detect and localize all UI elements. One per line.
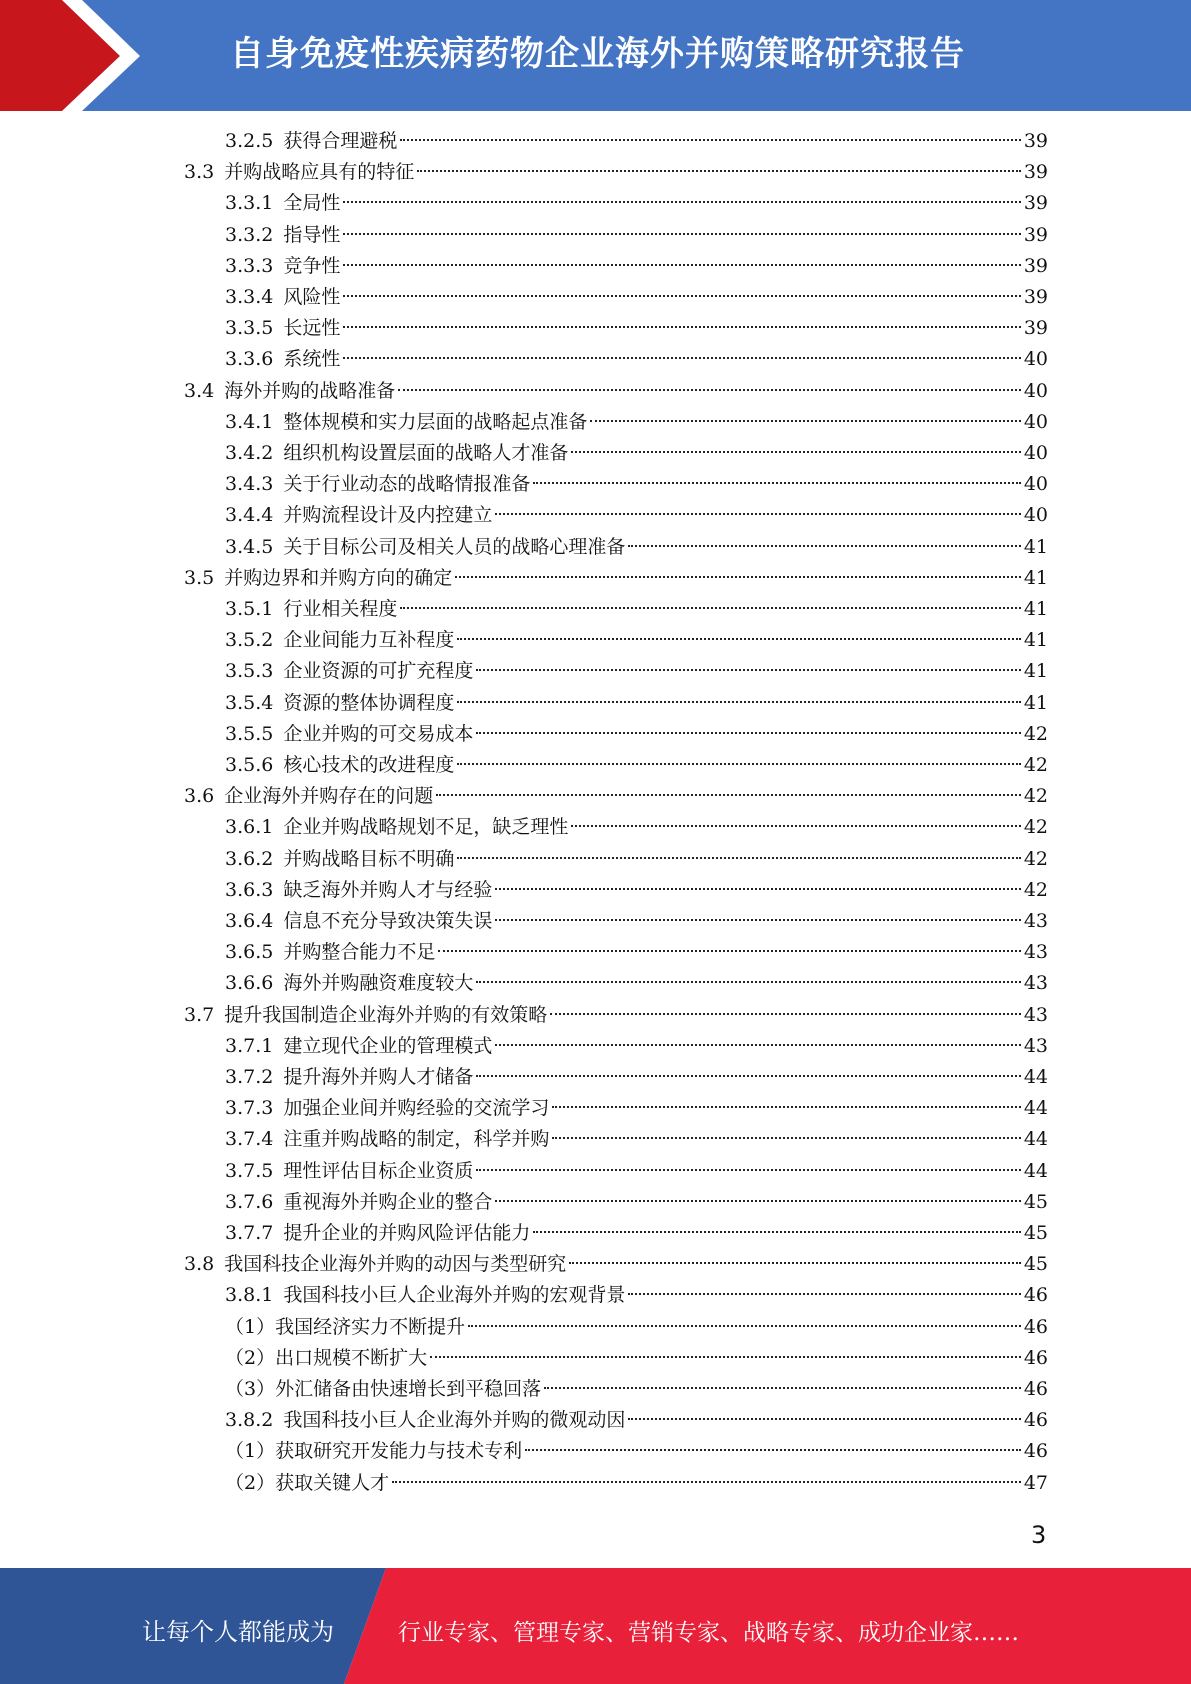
- toc-entry-number: 3.5.6: [225, 754, 274, 776]
- toc-entry[interactable]: [225, 937, 1048, 968]
- toc-entry[interactable]: [225, 1374, 1048, 1405]
- toc-dot-leader: [343, 357, 1020, 359]
- toc-entry-page: 41: [1023, 629, 1048, 652]
- toc-entry-title: 海外并购的战略准备: [224, 379, 396, 402]
- toc-entry-number: 3.5.3: [225, 660, 274, 683]
- toc-dot-leader: [569, 1262, 1021, 1264]
- toc-entry[interactable]: [225, 1031, 1048, 1062]
- toc-entry-page: 42: [1023, 785, 1048, 808]
- toc-dot-leader: [476, 1075, 1020, 1077]
- toc-entry-title: 重视海外并购企业的整合: [283, 1190, 493, 1213]
- toc-dot-leader: [400, 139, 1020, 141]
- toc-entry-title: 关于行业动态的战略情报准备: [283, 473, 531, 496]
- toc-entry-title: 并购边界和并购方向的确定: [224, 566, 453, 589]
- page-footer: [0, 1568, 1191, 1684]
- toc-dot-leader: [571, 451, 1020, 453]
- toc-entry-number: 3.4.2: [225, 442, 274, 464]
- toc-entry-page: 41: [1023, 598, 1048, 620]
- toc-entry-title: （1）我国经济实力不断提升: [225, 1315, 466, 1338]
- toc-dot-leader: [495, 1200, 1020, 1202]
- toc-dot-leader: [495, 919, 1020, 921]
- toc-entry-title: 提升我国制造企业海外并购的有效策略: [224, 1003, 548, 1026]
- toc-dot-leader: [400, 607, 1020, 609]
- toc-entry-number: 3.4: [184, 379, 215, 402]
- toc-dot-leader: [544, 1387, 1021, 1389]
- toc-entry[interactable]: [225, 968, 1048, 999]
- toc-entry-page: 46: [1023, 1378, 1048, 1400]
- toc-entry[interactable]: [225, 688, 1048, 719]
- toc-dot-leader: [495, 1044, 1020, 1046]
- toc-entry-page: 40: [1023, 473, 1048, 496]
- toc-entry-page: 39: [1023, 223, 1048, 246]
- toc-entry-title: 企业间能力互补程度: [283, 629, 455, 652]
- toc-entry[interactable]: [184, 1000, 1048, 1031]
- toc-entry-number: 3.7.1: [225, 1034, 274, 1057]
- toc-entry-number: 3.6.4: [225, 910, 274, 932]
- toc-entry-number: 3.3: [184, 161, 215, 184]
- toc-entry[interactable]: [225, 656, 1048, 687]
- toc-dot-leader: [628, 545, 1020, 547]
- toc-entry-title: 指导性: [283, 223, 341, 246]
- toc-dot-leader: [457, 701, 1020, 703]
- toc-entry-page: 40: [1023, 379, 1048, 402]
- toc-entry[interactable]: [225, 1124, 1048, 1155]
- toc-entry-page: 45: [1023, 1253, 1048, 1276]
- toc-entry-number: 3.3.2: [225, 223, 274, 246]
- toc-entry-title: 提升海外并购人才储备: [283, 1066, 474, 1088]
- toc-entry-title: 提升企业的并购风险评估能力: [283, 1222, 531, 1244]
- toc-entry[interactable]: [184, 563, 1048, 594]
- toc-entry-page: 39: [1023, 254, 1048, 277]
- toc-entry[interactable]: [225, 407, 1048, 438]
- toc-dot-leader: [476, 732, 1020, 734]
- toc-entry-number: 3.6.6: [225, 972, 274, 995]
- page-header: [0, 0, 1191, 111]
- toc-entry-number: 3.5: [184, 566, 215, 589]
- toc-entry-title: （2）获取关键人才: [225, 1471, 390, 1494]
- toc-entry-number: 3.3.4: [225, 286, 274, 308]
- toc-entry-page: 42: [1023, 816, 1048, 839]
- toc-entry-title: 核心技术的改进程度: [283, 754, 455, 776]
- toc-dot-leader: [495, 513, 1020, 515]
- toc-entry-title: 并购流程设计及内控建立: [283, 504, 493, 527]
- toc-dot-leader: [468, 1325, 1021, 1327]
- toc-dot-leader: [571, 825, 1020, 827]
- toc-entry-number: 3.7.6: [225, 1190, 274, 1213]
- toc-entry-page: 41: [1023, 691, 1048, 714]
- toc-dot-leader: [457, 857, 1020, 859]
- toc-entry-title: 并购战略目标不明确: [283, 847, 455, 870]
- toc-dot-leader: [398, 389, 1021, 391]
- toc-entry-title: 资源的整体协调程度: [283, 691, 455, 714]
- toc-entry-number: 3.5.4: [225, 691, 274, 714]
- toc-entry-page: 41: [1023, 535, 1048, 558]
- toc-entry-page: 40: [1023, 442, 1048, 464]
- toc-entry-page: 39: [1023, 130, 1048, 152]
- toc-entry-page: 41: [1023, 660, 1048, 683]
- toc-entry-number: 3.6.3: [225, 878, 274, 901]
- toc-entry-page: 44: [1023, 1128, 1048, 1151]
- toc-dot-leader: [392, 1481, 1021, 1483]
- toc-entry-page: 43: [1023, 941, 1048, 964]
- toc-entry-title: 并购战略应具有的特征: [224, 161, 415, 184]
- toc-dot-leader: [590, 420, 1020, 422]
- toc-entry-page: 46: [1023, 1346, 1048, 1369]
- toc-entry[interactable]: [225, 906, 1048, 937]
- toc-entry-title: 长远性: [283, 317, 341, 340]
- toc-entry-title: 企业资源的可扩充程度: [283, 660, 474, 683]
- toc-entry-title: 整体规模和实力层面的战略起点准备: [283, 410, 588, 433]
- toc-entry-page: 43: [1023, 1034, 1048, 1057]
- toc-entry-title: 系统性: [283, 348, 341, 371]
- toc-entry[interactable]: [225, 1280, 1048, 1311]
- toc-entry-page: 46: [1023, 1409, 1048, 1432]
- toc-entry-title: 竞争性: [283, 254, 341, 277]
- toc-entry-page: 46: [1023, 1440, 1048, 1463]
- toc-dot-leader: [343, 295, 1020, 297]
- toc-entry[interactable]: [225, 1343, 1048, 1374]
- toc-entry[interactable]: [225, 719, 1048, 750]
- toc-entry-page: 43: [1023, 910, 1048, 932]
- toc-entry-title: 我国科技小巨人企业海外并购的微观动因: [283, 1409, 626, 1432]
- toc-entry-page: 43: [1023, 1003, 1048, 1026]
- toc-dot-leader: [436, 794, 1021, 796]
- toc-entry-title: 获得合理避税: [283, 130, 398, 152]
- toc-dot-leader: [438, 950, 1020, 952]
- report-title: 自身免疫性疾病药物企业海外并购策略研究报告: [230, 34, 965, 74]
- toc-entry-number: 3.4.3: [225, 473, 274, 496]
- toc-entry[interactable]: [225, 1187, 1048, 1218]
- toc-entry[interactable]: [225, 1436, 1048, 1467]
- toc-entry-number: 3.7.5: [225, 1159, 274, 1182]
- toc-dot-leader: [417, 170, 1021, 172]
- toc-entry-page: 44: [1023, 1159, 1048, 1182]
- toc-entry-page: 40: [1023, 348, 1048, 371]
- toc-entry-page: 39: [1023, 317, 1048, 340]
- toc-entry-title: 我国科技小巨人企业海外并购的宏观背景: [283, 1284, 626, 1307]
- toc-entry-number: 3.4.4: [225, 504, 274, 527]
- toc-entry-number: 3.6: [184, 785, 215, 808]
- toc-dot-leader: [552, 1137, 1020, 1139]
- toc-entry[interactable]: [225, 844, 1048, 875]
- toc-entry-title: 风险性: [283, 286, 341, 308]
- toc-entry-number: 3.4.5: [225, 535, 274, 558]
- toc-entry-title: 关于目标公司及相关人员的战略心理准备: [283, 535, 626, 558]
- toc-entry[interactable]: [184, 157, 1048, 188]
- toc-dot-leader: [495, 888, 1020, 890]
- toc-entry-number: 3.6.1: [225, 816, 274, 839]
- toc-entry[interactable]: [225, 875, 1048, 906]
- toc-entry[interactable]: [225, 812, 1048, 843]
- toc-dot-leader: [533, 1231, 1020, 1233]
- toc-entry-title: 海外并购融资难度较大: [283, 972, 474, 995]
- toc-entry[interactable]: [225, 220, 1048, 251]
- toc-entry-page: 46: [1023, 1284, 1048, 1307]
- toc-entry-page: 42: [1023, 722, 1048, 745]
- toc-entry-number: 3.3.6: [225, 348, 274, 371]
- toc-entry[interactable]: [225, 438, 1048, 469]
- toc-entry-number: 3.8: [184, 1253, 215, 1276]
- toc-entry-page: 42: [1023, 847, 1048, 870]
- toc-entry-title: （1）获取研究开发能力与技术专利: [225, 1440, 523, 1463]
- toc-entry[interactable]: [225, 500, 1048, 531]
- toc-dot-leader: [628, 1293, 1020, 1295]
- toc-entry[interactable]: [225, 251, 1048, 282]
- toc-entry-page: 41: [1023, 566, 1048, 589]
- toc-entry-number: 3.8.2: [225, 1409, 274, 1432]
- toc-entry-title: 企业并购的可交易成本: [283, 722, 474, 745]
- toc-entry-title: 我国科技企业海外并购的动因与类型研究: [224, 1253, 567, 1276]
- toc-dot-leader: [457, 763, 1020, 765]
- toc-dot-leader: [550, 1013, 1021, 1015]
- toc-entry-page: 39: [1023, 192, 1048, 215]
- toc-entry[interactable]: [225, 344, 1048, 375]
- toc-entry[interactable]: [225, 1062, 1048, 1093]
- toc-dot-leader: [343, 326, 1020, 328]
- toc-entry-title: 组织机构设置层面的战略人才准备: [283, 442, 569, 464]
- toc-entry-number: 3.3.1: [225, 192, 274, 215]
- toc-dot-leader: [457, 638, 1020, 640]
- toc-entry-title: 加强企业间并购经验的交流学习: [283, 1097, 550, 1120]
- toc-entry-page: 39: [1023, 161, 1048, 184]
- toc-entry-page: 40: [1023, 504, 1048, 527]
- toc-entry[interactable]: [184, 376, 1048, 407]
- toc-dot-leader: [476, 1169, 1020, 1171]
- toc-entry-page: 39: [1023, 286, 1048, 308]
- toc-dot-leader: [552, 1106, 1020, 1108]
- toc-entry-title: 全局性: [283, 192, 341, 215]
- toc-entry-number: 3.5.2: [225, 629, 274, 652]
- toc-entry-number: 3.4.1: [225, 410, 274, 433]
- toc-dot-leader: [525, 1449, 1021, 1451]
- toc-entry-number: 3.7.4: [225, 1128, 274, 1151]
- toc-dot-leader: [628, 1418, 1020, 1420]
- toc-entry-page: 42: [1023, 754, 1048, 776]
- toc-entry-number: 3.8.1: [225, 1284, 274, 1307]
- toc-entry[interactable]: [225, 1468, 1048, 1499]
- toc-entry[interactable]: [225, 1093, 1048, 1124]
- toc-entry[interactable]: [225, 625, 1048, 656]
- toc-entry[interactable]: [225, 313, 1048, 344]
- toc-dot-leader: [343, 233, 1020, 235]
- toc-entry-title: 建立现代企业的管理模式: [283, 1034, 493, 1057]
- toc-entry-title: 缺乏海外并购人才与经验: [283, 878, 493, 901]
- toc-dot-leader: [455, 576, 1021, 578]
- toc-entry-page: 44: [1023, 1097, 1048, 1120]
- toc-entry[interactable]: [184, 1249, 1048, 1280]
- toc-dot-leader: [343, 201, 1020, 203]
- toc-entry[interactable]: [184, 781, 1048, 812]
- toc-entry-title: 行业相关程度: [283, 598, 398, 620]
- toc-entry-number: 3.2.5: [225, 130, 274, 152]
- page-number: 3: [1031, 1521, 1047, 1549]
- toc-entry-number: 3.3.5: [225, 317, 274, 340]
- toc-entry-page: 42: [1023, 878, 1048, 901]
- toc-entry-title: （2）出口规模不断扩大: [225, 1346, 428, 1369]
- toc-dot-leader: [343, 264, 1020, 266]
- toc-entry-title: 信息不充分导致决策失误: [283, 910, 493, 932]
- toc-entry-number: 3.7.7: [225, 1222, 274, 1244]
- toc-entry[interactable]: [225, 469, 1048, 500]
- toc-entry-title: 企业海外并购存在的问题: [224, 785, 434, 808]
- toc-entry-number: 3.7: [184, 1003, 215, 1026]
- toc-entry-page: 40: [1023, 410, 1048, 433]
- toc-entry-title: （3）外汇储备由快速增长到平稳回落: [225, 1378, 542, 1400]
- toc-entry-page: 47: [1023, 1471, 1048, 1494]
- toc-entry-title: 并购整合能力不足: [283, 941, 436, 964]
- toc-entry[interactable]: [225, 750, 1048, 781]
- toc-entry-page: 44: [1023, 1066, 1048, 1088]
- toc-dot-leader: [476, 669, 1020, 671]
- toc-entry[interactable]: [225, 594, 1048, 625]
- toc-entry-page: 46: [1023, 1315, 1048, 1338]
- toc-entry-title: 理性评估目标企业资质: [283, 1159, 474, 1182]
- toc-entry[interactable]: [225, 1218, 1048, 1249]
- toc-entry-number: 3.5.5: [225, 722, 274, 745]
- toc-entry[interactable]: [225, 282, 1048, 313]
- toc-entry-number: 3.6.5: [225, 941, 274, 964]
- toc-entry-title: 企业并购战略规划不足，缺乏理性: [283, 816, 569, 839]
- toc-entry-page: 45: [1023, 1222, 1048, 1244]
- toc-dot-leader: [430, 1356, 1021, 1358]
- toc-entry-number: 3.5.1: [225, 598, 274, 620]
- toc-entry[interactable]: [225, 1156, 1048, 1187]
- toc-entry-page: 45: [1023, 1190, 1048, 1213]
- toc-entry-number: 3.3.3: [225, 254, 274, 277]
- toc-entry[interactable]: [225, 188, 1048, 219]
- toc-entry-number: 3.7.3: [225, 1097, 274, 1120]
- footer-slogan-left: 让每个人都能成为: [142, 1618, 334, 1646]
- toc-entry-number: 3.6.2: [225, 847, 274, 870]
- toc-entry[interactable]: [225, 1312, 1048, 1343]
- toc-entry-number: 3.7.2: [225, 1066, 274, 1088]
- footer-slogan-right: 行业专家、管理专家、营销专家、战略专家、成功企业家……: [398, 1620, 1019, 1646]
- toc-entry-title: 注重并购战略的制定，科学并购: [283, 1128, 550, 1151]
- toc-dot-leader: [533, 482, 1020, 484]
- toc-entry-page: 43: [1023, 972, 1048, 995]
- toc-dot-leader: [476, 981, 1020, 983]
- toc-entry[interactable]: [225, 126, 1048, 157]
- toc-entry[interactable]: [225, 1405, 1048, 1436]
- toc-entry[interactable]: [225, 532, 1048, 563]
